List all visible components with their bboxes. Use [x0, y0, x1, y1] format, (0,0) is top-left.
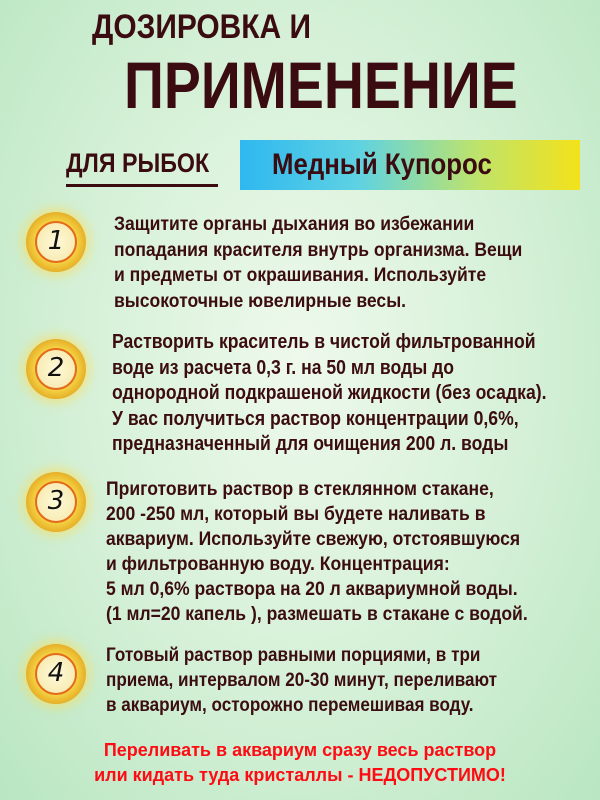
step-line: аквариум. Используйте свежую, отстоявшуюся	[106, 528, 521, 550]
step-1-badge-icon	[26, 212, 86, 272]
step-line: предназначенный для очищения 200 л. воды	[112, 433, 509, 455]
step-line: Готовый раствор равными порциями, в три	[106, 645, 481, 666]
step-line: 200 -250 мл, который вы будете наливать в	[106, 503, 486, 525]
step-3-number: 3	[47, 486, 65, 516]
product-banner	[240, 140, 580, 190]
step-line: и фильтрованную воду. Концентрация:	[106, 553, 450, 575]
step-3-text	[106, 477, 528, 627]
step-line: Защитите органы дыхания во избежании	[114, 213, 475, 235]
step-4-number: 4	[47, 658, 65, 688]
step-line: приема, интервалом 20-30 минут, переливают	[106, 670, 498, 691]
step-line: в аквариум, осторожно перемешивая воду.	[106, 695, 474, 716]
step-line: высокоточные ювелирные весы.	[114, 289, 407, 312]
step-2-badge-icon	[26, 339, 86, 399]
step-line: У вас получиться раствор концентрации 0,6%,	[112, 407, 519, 430]
step-line: 5 мл 0,6% раствора на 20 л аквариумной воды.	[106, 578, 518, 600]
step-line: и предметы от окрашивания. Используйте	[114, 264, 487, 286]
step-line: (1 мл=20 капель ), размешать в стакане с водой.	[106, 603, 528, 625]
warning-line-1: Переливать в аквариум сразу весь раствор	[103, 740, 497, 760]
subtitle: ДЛЯ РЫБОК	[66, 148, 210, 178]
step-1-number: 1	[47, 226, 65, 256]
step-3-badge-icon	[26, 472, 86, 532]
step-4-badge-icon	[26, 644, 86, 704]
step-1-text	[114, 212, 522, 314]
step-line: Растворить краситель в чистой фильтрованной	[112, 331, 536, 353]
step-line: однородной подкрашеной жидкости (без осадка).	[112, 382, 547, 404]
subtitle-underline	[66, 184, 218, 187]
step-line: Приготовить раствор в стеклянном стакане,	[106, 478, 494, 500]
step-4-text	[106, 643, 497, 718]
page-title: ПРИМЕНЕНИЕ	[124, 48, 518, 122]
step-line: попадания красителя внутрь организма. Вещи	[114, 238, 523, 261]
product-name: Медный Купорос	[272, 148, 492, 181]
step-2-text	[112, 330, 547, 458]
warning-note	[0, 738, 600, 788]
step-2-number: 2	[47, 353, 65, 383]
step-line: воде из расчета 0,3 г. на 50 мл воды до	[112, 356, 455, 379]
warning-line-2: или кидать туда кристаллы - НЕДОПУСТИМО!	[94, 765, 506, 785]
title-line-1: ДОЗИРОВКА И	[92, 8, 311, 46]
